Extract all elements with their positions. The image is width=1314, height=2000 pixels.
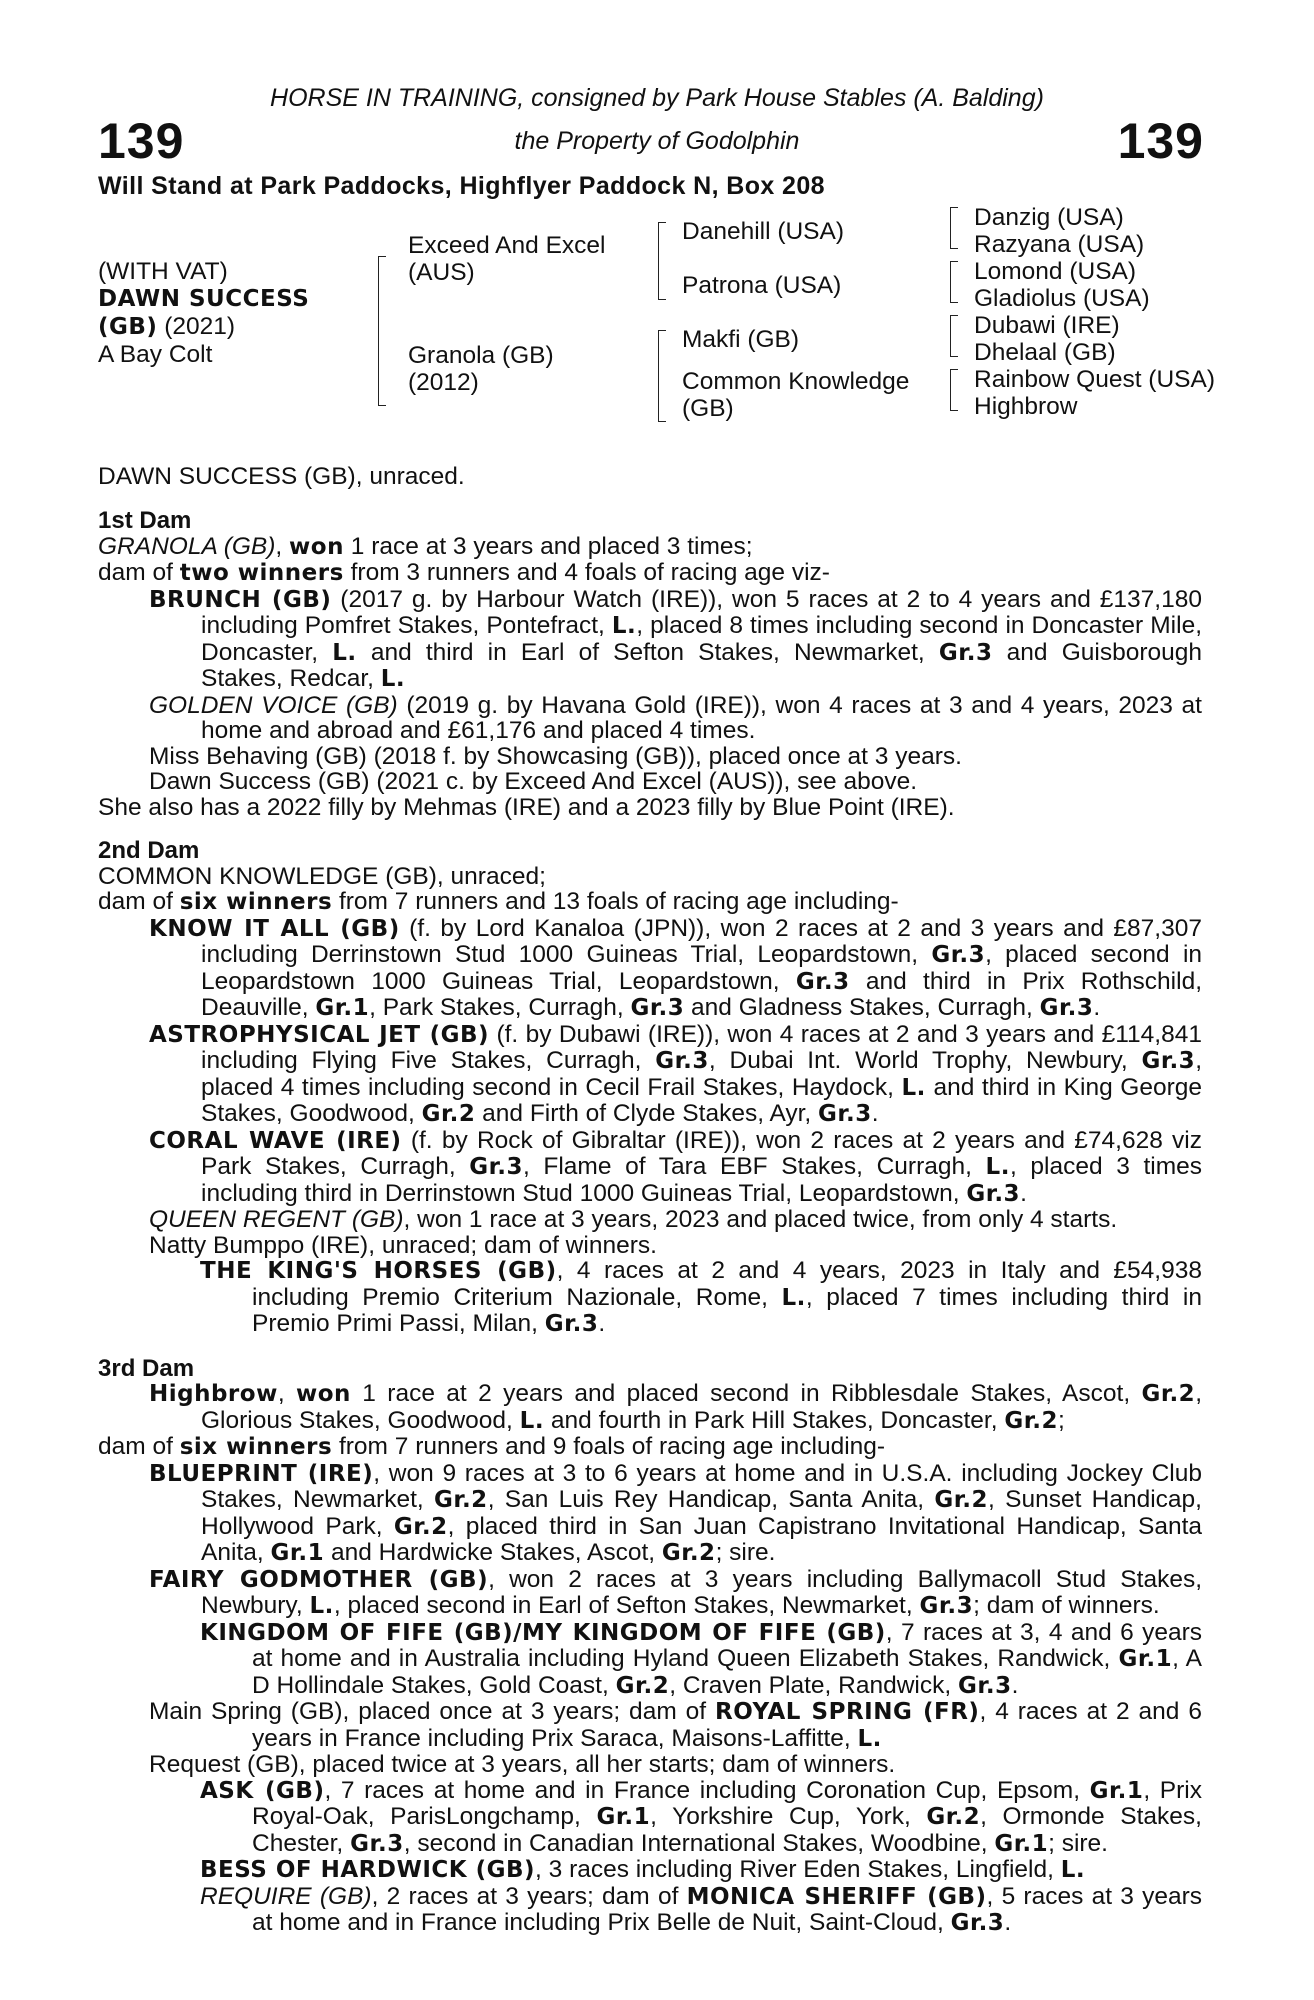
entry-text: ; sire. xyxy=(1048,1829,1108,1857)
sire-name: Exceed And Excel xyxy=(408,232,606,259)
pedigree-entry xyxy=(98,587,1202,693)
pedigree-entry xyxy=(98,1752,1202,1778)
entry-text: Gr.3 xyxy=(938,639,993,666)
entry-text: . xyxy=(1093,994,1101,1021)
entry-text: Highbrow xyxy=(149,1381,278,1407)
entry-text: CORAL WAVE (IRE) xyxy=(149,1127,402,1154)
pedigree-entry xyxy=(98,1381,1202,1434)
entry-text: REQUIRE (GB) xyxy=(200,1882,372,1910)
entry-text: Request (GB), placed twice at 3 years, all her starts; dam of winners. xyxy=(149,1751,896,1778)
pedigree-entry xyxy=(98,1567,1202,1620)
sire-dam: Patrona (USA) xyxy=(682,272,842,299)
entry-text: Natty Bumppo (IRE), unraced; dam of winners. xyxy=(149,1231,657,1259)
brace-sire xyxy=(658,222,659,300)
dam-dam-name: Common Knowledge xyxy=(682,368,910,395)
entry-text: ; dam of winners. xyxy=(973,1592,1160,1619)
entry-text: . xyxy=(1020,1179,1027,1207)
horse-sex: A Bay Colt xyxy=(98,341,213,368)
section-heading: 3rd Dam xyxy=(98,1354,195,1382)
entry-text: , placed second in Leopardstown 1000 Guineas Trial, Leopardstown, xyxy=(201,941,1203,995)
brace-g3-3 xyxy=(950,315,951,357)
owner-line: the Property of Godolphin xyxy=(514,127,800,155)
pedigree-entry xyxy=(98,1258,1202,1338)
brace-g3-2 xyxy=(950,261,951,303)
entry-text: won xyxy=(289,533,344,560)
entry-text: six winners xyxy=(179,889,333,915)
section-heading: 2nd Dam xyxy=(98,837,200,864)
entry-text: Gr.1 xyxy=(315,995,370,1021)
entry-text: GOLDEN VOICE (GB) xyxy=(149,691,398,719)
entry-text: (f. by Dubawi (IRE)), won 4 races at 2 and 3 years and £114,841 including Flying Five Stakes, Curragh, xyxy=(201,1020,1202,1074)
entry-text: Gr.1 xyxy=(1118,1646,1173,1672)
entry-text: won xyxy=(296,1381,351,1407)
entry-text: six winners xyxy=(179,1434,333,1460)
entry-text: KNOW IT ALL (GB) xyxy=(149,915,400,942)
entry-text: COMMON KNOWLEDGE (GB), unraced; xyxy=(98,862,546,890)
entry-text: , second in Canadian International Stakes, Woodbine, xyxy=(403,1829,995,1857)
entry-text: Gr.1 xyxy=(596,1804,651,1830)
entry-text: , 2 races at 3 years; dam of xyxy=(371,1882,687,1910)
entry-text: , placed 8 times including second in Doncaster Mile, Doncaster, xyxy=(201,612,1202,666)
entry-text: Gr.2 xyxy=(661,1540,716,1566)
horse-name: DAWN SUCCESS xyxy=(98,286,310,312)
entry-text: Gr.3 xyxy=(957,1672,1012,1699)
entry-text: Gr.3 xyxy=(931,942,986,968)
entry-text: Gr.3 xyxy=(818,1101,872,1127)
entry-text: , San Luis Rey Handicap, Santa Anita, xyxy=(487,1486,935,1513)
pedigree-entry xyxy=(98,1884,1202,1937)
entry-text: MONICA SHERIFF (GB) xyxy=(686,1883,987,1910)
entry-text: Gr.3 xyxy=(350,1830,404,1857)
entry-text: (f. by Rock of Gibraltar (IRE)), won 2 races at 2 years and £74,628 viz Park Stakes, Curragh, xyxy=(201,1126,1203,1180)
entry-text: , won 2 races at 3 years including Ballymacoll Stud Stakes, Newbury, xyxy=(201,1565,1202,1619)
gen3-1: Danzig (USA) xyxy=(974,204,1124,231)
pedigree-entry xyxy=(98,916,1202,1022)
entry-text: , Flame of Tara EBF Stakes, Curragh, xyxy=(522,1153,986,1180)
entry-text: She also has a 2022 filly by Mehmas (IRE) and a 2023 filly by Blue Point (IRE). xyxy=(98,793,955,821)
gen3-6: Dhelaal (GB) xyxy=(974,339,1116,366)
entry-text: , placed 3 times including third in Derrinstown Stud 1000 Guineas Trial, Leopardstown, xyxy=(201,1153,1202,1207)
entry-text: , Yorkshire Cup, York, xyxy=(650,1803,927,1830)
entry-text: Gr.3 xyxy=(1039,995,1094,1021)
entry-text: and third in King George Stakes, Goodwood, xyxy=(201,1073,1202,1127)
vat-note: (WITH VAT) xyxy=(98,258,228,285)
entry-text: . xyxy=(598,1310,606,1337)
entry-text: . xyxy=(1011,1671,1019,1699)
entry-text: QUEEN REGENT (GB) xyxy=(149,1206,404,1233)
entry-text: Gr.3 xyxy=(919,1593,974,1619)
pedigree-entry xyxy=(98,1022,1202,1128)
gen3-list xyxy=(974,204,1215,420)
entry-text: Gr.3 xyxy=(795,968,850,995)
entry-text: Gr.3 xyxy=(966,1180,1021,1207)
entry-text: L. xyxy=(332,639,357,666)
horse-country: (GB) xyxy=(98,314,158,340)
gen3-7: Rainbow Quest (USA) xyxy=(974,366,1216,393)
entry-text: , A D Hollindale Stakes, Gold Coast, xyxy=(252,1645,1202,1699)
pedigree-entry xyxy=(98,1620,1202,1700)
pedigree-entry xyxy=(98,1778,1202,1858)
pedigree-entry xyxy=(98,693,1202,744)
pedigree-entry xyxy=(98,1233,1202,1259)
gen3-5: Dubawi (IRE) xyxy=(974,312,1120,339)
brace-g3-1 xyxy=(950,207,951,249)
entry-text: 1 race at 3 years and placed 3 times; xyxy=(343,532,753,560)
dam-sections xyxy=(98,494,1202,1937)
entry-text: , won 1 race at 3 years, 2023 and placed twice, from only 4 starts. xyxy=(403,1206,1118,1233)
pedigree-entry xyxy=(98,769,1202,795)
entry-text: Gr.3 xyxy=(950,1910,1005,1936)
pedigree-entry xyxy=(98,1207,1202,1233)
intro-line: DAWN SUCCESS (GB), unraced. xyxy=(98,463,465,490)
entry-text: and third in Prix Rothschild, Deauville, xyxy=(201,967,1202,1021)
entry-text: , Park Stakes, Curragh, xyxy=(369,994,631,1021)
entry-text: Gr.2 xyxy=(934,1487,988,1513)
entry-text: BRUNCH (GB) xyxy=(149,586,332,613)
entry-text: , 7 races at home and in France including Coronation Cup, Epsom, xyxy=(324,1776,1090,1804)
entry-text: , Prix Royal-Oak, ParisLongchamp, xyxy=(252,1776,1202,1830)
entry-text: Gr.2 xyxy=(1004,1407,1059,1434)
entry-text: L. xyxy=(519,1407,545,1434)
entry-text: , placed second in Earl of Sefton Stakes, Newmarket, xyxy=(333,1592,920,1619)
entry-text: (2017 g. by Harbour Watch (IRE)), won 5 races at 2 to 4 years and £137,180 including Pomfret Stakes, Pontefract, xyxy=(201,585,1202,639)
entry-text: Gr.2 xyxy=(1141,1381,1196,1407)
entry-text: , 4 races at 2 and 4 years, 2023 in Italy and £54,938 including Premio Criterium Nazionale, Rome, xyxy=(252,1257,1202,1311)
entry-text: , won 9 races at 3 to 6 years at home and in U.S.A. including Jockey Club Stakes, Newmarket, xyxy=(201,1459,1202,1513)
entry-text: dam of xyxy=(98,888,180,915)
entry-text: L. xyxy=(611,613,637,639)
entry-text: BESS OF HARDWICK (GB) xyxy=(200,1857,536,1883)
dam-dam xyxy=(682,368,909,422)
entry-text: Gr.3 xyxy=(1141,1048,1196,1074)
entry-text: , Craven Plate, Randwick, xyxy=(669,1671,958,1699)
entry-text: Miss Behaving (GB) (2018 f. by Showcasing (GB)), placed once at 3 years. xyxy=(149,742,962,770)
entry-text: dam of xyxy=(98,559,180,586)
entry-text: Gr.3 xyxy=(469,1154,523,1180)
entry-text: L. xyxy=(309,1593,334,1619)
brace-gen1 xyxy=(378,256,379,406)
entry-text: , Sunset Handicap, Hollywood Park, xyxy=(201,1486,1202,1540)
entry-text: , 7 races at 3, 4 and 6 years at home and in Australia including Hyland Queen Elizabeth Stakes, Randwick, xyxy=(252,1618,1202,1672)
entry-text: , 5 races at 3 years at home and in France including Prix Belle de Nuit, Saint-Cloud, xyxy=(252,1882,1202,1936)
entry-text: , 4 races at 2 and 6 years in France including Prix Saraca, Maisons-Laffitte, xyxy=(252,1698,1202,1752)
gen3-3: Lomond (USA) xyxy=(974,258,1137,285)
dam-year: (2012) xyxy=(408,369,479,396)
entry-text: KINGDOM OF FIFE (GB)/MY KINGDOM OF FIFE (GB) xyxy=(200,1619,886,1646)
pedigree-entry xyxy=(98,1461,1202,1567)
entry-text: and fourth in Park Hill Stakes, Doncaster, xyxy=(544,1406,1005,1434)
entry-text: and Firth of Clyde Stakes, Ayr, xyxy=(475,1100,819,1127)
pedigree-entry xyxy=(98,1857,1202,1884)
entry-text: Gr.2 xyxy=(926,1804,981,1830)
horse-year: (2021) xyxy=(157,313,236,340)
entry-text: Gr.1 xyxy=(270,1540,325,1566)
entry-text: ASTROPHYSICAL JET (GB) xyxy=(149,1021,490,1048)
entry-text: Gr.2 xyxy=(421,1101,476,1127)
gen3-4: Gladiolus (USA) xyxy=(974,285,1150,312)
pedigree-entry xyxy=(98,1699,1202,1752)
entry-text: and Guisborough Stakes, Redcar, xyxy=(201,638,1202,692)
entry-text: from 7 runners and 9 foals of racing age including- xyxy=(332,1433,886,1460)
entry-text: , xyxy=(277,1380,296,1407)
lot-number-left: 139 xyxy=(98,113,185,169)
pedigree-entry xyxy=(98,1434,1202,1461)
entry-text: , placed 4 times including second in Cecil Frail Stakes, Haydock, xyxy=(201,1047,1202,1101)
entry-text: , xyxy=(275,532,290,560)
entry-text: , Ormonde Stakes, Chester, xyxy=(252,1803,1202,1857)
entry-text: . xyxy=(871,1100,879,1127)
dam-sire: Makfi (GB) xyxy=(682,326,800,353)
entry-text: Gr.2 xyxy=(393,1513,448,1540)
consignor-line: HORSE IN TRAINING, consigned by Park House Stables (A. Balding) xyxy=(270,84,1044,112)
entry-text: from 7 runners and 13 foals of racing age including- xyxy=(332,888,899,915)
entry-text: L. xyxy=(901,1074,926,1101)
brace-g3-4 xyxy=(950,369,951,411)
entry-text: L. xyxy=(380,666,406,692)
entry-text: two winners xyxy=(179,560,344,586)
horse-details xyxy=(98,258,309,368)
pedigree-entry xyxy=(98,864,1202,890)
entry-text: ROYAL SPRING (FR) xyxy=(715,1699,980,1725)
entry-text: L. xyxy=(1060,1857,1086,1883)
pedigree-entry xyxy=(98,534,1202,561)
entry-text: THE KING'S HORSES (GB) xyxy=(200,1258,557,1284)
pedigree-entry xyxy=(98,560,1202,587)
entry-text: Gr.3 xyxy=(630,995,685,1021)
entry-text: Gr.2 xyxy=(615,1672,670,1699)
entry-text: ; sire. xyxy=(715,1539,776,1566)
brace-dam xyxy=(658,330,659,422)
entry-text: Dawn Success (GB) (2021 c. by Exceed And Excel (AUS)), see above. xyxy=(149,768,918,795)
entry-text: (2019 g. by Havana Gold (IRE)), won 4 races at 3 and 4 years, 2023 at home and abroad and £61,176 and placed 4 times. xyxy=(201,691,1202,744)
stand-location: Will Stand at Park Paddocks, Highflyer Paddock N, Box 208 xyxy=(98,172,825,200)
entry-text: Main Spring (GB), placed once at 3 years; dam of xyxy=(149,1698,716,1725)
entry-text: , Glorious Stakes, Goodwood, xyxy=(201,1380,1202,1434)
pedigree-entry xyxy=(98,795,1202,821)
entry-text: , placed 7 times including third in Premio Primi Passi, Milan, xyxy=(252,1283,1202,1337)
entry-text: , Dubai Int. World Trophy, Newbury, xyxy=(708,1047,1142,1074)
entry-text: GRANOLA (GB) xyxy=(98,532,276,560)
sire xyxy=(408,232,605,286)
dam xyxy=(408,342,554,396)
pedigree-entry xyxy=(98,744,1202,770)
entry-text: and Hardwicke Stakes, Ascot, xyxy=(324,1539,662,1566)
entry-text: , placed third in San Juan Capistrano Invitational Handicap, Santa Anita, xyxy=(201,1512,1203,1566)
gen3-8: Highbrow xyxy=(974,393,1078,420)
entry-text: BLUEPRINT (IRE) xyxy=(149,1460,374,1487)
entry-text: from 3 runners and 4 foals of racing age viz- xyxy=(343,559,830,586)
entry-text: dam of xyxy=(98,1433,180,1460)
pedigree-entry xyxy=(98,889,1202,916)
entry-text: 1 race at 2 years and placed second in Ribblesdale Stakes, Ascot, xyxy=(350,1380,1142,1407)
entry-text: ; xyxy=(1058,1406,1065,1434)
entry-text: and Gladness Stakes, Curragh, xyxy=(684,994,1040,1021)
entry-text: Gr.1 xyxy=(994,1830,1049,1857)
entry-text: L. xyxy=(857,1725,882,1752)
sire-sire: Danehill (USA) xyxy=(682,218,845,245)
entry-text: . xyxy=(1004,1909,1012,1936)
entry-text: Gr.3 xyxy=(544,1311,599,1337)
sire-country: (AUS) xyxy=(408,259,475,286)
dam-dam-country: (GB) xyxy=(682,395,734,422)
dam-name: Granola (GB) xyxy=(408,342,554,369)
entry-text: L. xyxy=(985,1154,1010,1180)
entry-text: L. xyxy=(781,1284,806,1311)
entry-text: , 3 races including River Eden Stakes, Lingfield, xyxy=(535,1856,1061,1883)
entry-text: and third in Earl of Sefton Stakes, Newmarket, xyxy=(356,638,939,666)
entry-text: FAIRY GODMOTHER (GB) xyxy=(149,1566,489,1593)
entry-text: (f. by Lord Kanaloa (JPN)), won 2 races at 2 and 3 years and £87,307 including Derrinstown Stud 1000 Guineas Trial, Leopardstown, xyxy=(201,914,1202,968)
pedigree-entry xyxy=(98,1128,1202,1208)
entry-text: ASK (GB) xyxy=(200,1777,325,1804)
gen3-2: Razyana (USA) xyxy=(974,231,1145,258)
entry-text: Gr.2 xyxy=(434,1487,488,1513)
lot-number-right: 139 xyxy=(1117,113,1204,169)
entry-text: Gr.3 xyxy=(655,1048,709,1074)
entry-text: Gr.1 xyxy=(1089,1777,1144,1804)
section-heading: 1st Dam xyxy=(98,507,192,534)
